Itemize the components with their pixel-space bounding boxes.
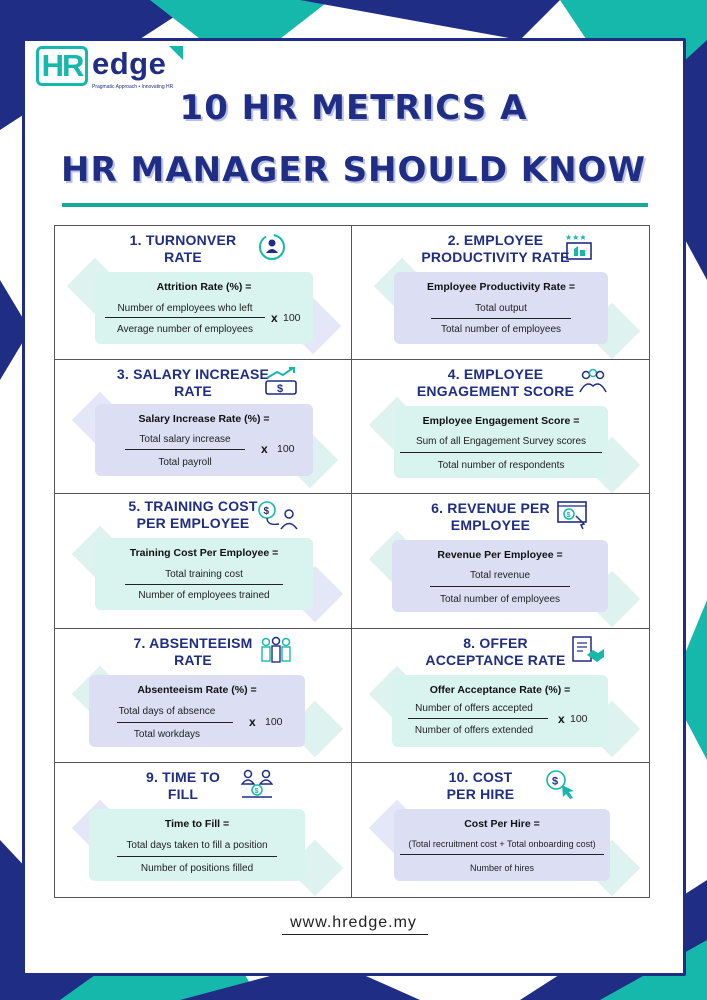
dollar-cursor-icon: [544, 769, 578, 799]
svg-text:$: $: [263, 506, 270, 518]
svg-text:$: $: [254, 787, 259, 795]
svg-text:$: $: [277, 383, 284, 396]
formula-denominator: Total number of employees: [440, 324, 562, 335]
formula-box: [392, 540, 608, 612]
metric-card-3: [55, 360, 352, 494]
formula-label: Cost Per Hire =: [464, 817, 540, 830]
formula-label: Employee Productivity Rate =: [427, 281, 575, 293]
formula-denominator: Total number of respondents: [437, 460, 565, 472]
formula-denominator: Number of positions filled: [140, 862, 254, 874]
fraction-bar: [117, 722, 233, 723]
formula-box: [392, 675, 608, 747]
formula-label: Revenue Per Employee =: [437, 549, 563, 562]
metrics-grid: [54, 225, 650, 898]
formula-label: Employee Engagement Score =: [422, 415, 580, 428]
formula-denominator: Total payroll: [158, 457, 212, 469]
team-group-icon: [578, 366, 608, 396]
formula-denominator: Total workdays: [133, 728, 201, 740]
formula-label: Offer Acceptance Rate (%) =: [429, 683, 571, 696]
dollar-person-icon: [257, 500, 299, 530]
logo-tagline: Pragmatic Approach • Innovating HR: [92, 84, 174, 90]
revenue-screen-icon: [556, 500, 590, 530]
formula-box: [89, 675, 305, 747]
times-symbol: x: [271, 311, 278, 325]
svg-text:$: $: [566, 512, 571, 520]
metric-title: 1. TURNONVER RATE: [129, 232, 237, 265]
metric-card-10: [352, 763, 649, 897]
metric-title: 8. OFFER ACCEPTANCE RATE: [425, 634, 566, 668]
metric-card-1: [55, 226, 352, 360]
page-title-line-1: 10 HR METRICS A: [179, 88, 528, 128]
fraction-bar: [117, 856, 277, 857]
formula-label: Absenteeism Rate (%) =: [137, 683, 257, 696]
metric-title: 3. SALARY INCREASE RATE: [116, 366, 270, 400]
formula-box: [95, 272, 313, 344]
formula-label: Attrition Rate (%) =: [156, 281, 252, 293]
page-title-line-2: HR MANAGER SHOULD KNOW: [61, 150, 646, 190]
multiplier-value: 100: [570, 712, 588, 725]
person-cycle-icon: [257, 232, 287, 262]
metric-title: 5. TRAINING COST PER EMPLOYEE: [128, 498, 258, 532]
fraction-bar: [105, 317, 265, 318]
fraction-bar: [430, 586, 570, 587]
metric-card-6: [352, 494, 649, 628]
metric-card-4: [352, 360, 649, 494]
formula-numerator: Total revenue: [469, 570, 531, 582]
formula-numerator: Sum of all Engagement Survey scores: [415, 436, 587, 448]
formula-numerator: (Total recruitment cost + Total onboarding cost): [408, 838, 596, 849]
fraction-bar: [431, 318, 571, 319]
multiplier-value: 100: [283, 312, 301, 324]
hiring-people-icon: [239, 769, 275, 799]
fraction-bar: [125, 584, 283, 585]
metric-title: 2. EMPLOYEE PRODUCTIVITY RATE: [421, 232, 570, 265]
formula-label: Training Cost Per Employee =: [129, 547, 279, 560]
formula-label: Salary Increase Rate (%) =: [138, 413, 270, 426]
formula-numerator: Total days taken to fill a position: [126, 839, 268, 851]
fraction-bar: [400, 854, 604, 855]
fraction-bar: [400, 452, 602, 453]
multiplier-value: 100: [265, 715, 283, 728]
absentee-group-icon: [259, 635, 293, 665]
metric-card-7: [55, 629, 352, 763]
metric-card-9: [55, 763, 352, 897]
formula-box: [394, 809, 610, 881]
logo-edge-text: edge: [92, 46, 167, 81]
website-link[interactable]: www.hredge.my: [290, 914, 417, 931]
formula-box: [394, 406, 608, 478]
multiplier-value: 100: [277, 443, 295, 456]
metric-title: 10. COST PER HIRE: [446, 768, 515, 802]
metric-card-5: [55, 494, 352, 628]
formula-label: Time to Fill =: [164, 817, 230, 830]
title-underline: [62, 203, 648, 207]
metric-title: 7. ABSENTEEISM RATE: [133, 634, 253, 668]
formula-numerator: Total salary increase: [139, 434, 231, 446]
formula-box: [95, 404, 313, 476]
formula-denominator: Average number of employees: [116, 324, 253, 335]
metric-title: 4. EMPLOYEE ENGAGEMENT SCORE: [416, 366, 575, 400]
metric-title: 9. TIME TO FILL: [145, 768, 221, 802]
metric-card-2: [352, 226, 649, 360]
formula-numerator: Number of offers accepted: [415, 702, 533, 714]
formula-box: [89, 809, 305, 881]
logo-accent-triangle: [169, 46, 183, 60]
cash-growth-icon: [263, 366, 299, 396]
hredge-logo: [36, 46, 186, 94]
times-symbol: x: [558, 711, 565, 726]
website-underline: [282, 934, 428, 935]
formula-numerator: Total days of absence: [118, 705, 216, 717]
svg-text:$: $: [552, 775, 559, 788]
formula-denominator: Number of hires: [469, 862, 535, 873]
svg-text:★★★: ★★★: [565, 233, 587, 242]
formula-box: [95, 538, 313, 610]
productivity-rating-icon: [564, 232, 594, 262]
formula-numerator: Total training cost: [165, 569, 243, 581]
formula-denominator: Total number of employees: [439, 594, 561, 606]
formula-numerator: Number of employees who left: [117, 303, 253, 314]
times-symbol: x: [249, 714, 256, 729]
formula-numerator: Total output: [475, 303, 527, 314]
logo-hr-mark: HR: [36, 46, 88, 86]
contract-handshake-icon: [570, 635, 606, 665]
formula-denominator: Number of employees trained: [138, 590, 270, 602]
metric-card-8: [352, 629, 649, 763]
formula-denominator: Number of offers extended: [414, 724, 534, 736]
fraction-bar: [408, 718, 548, 719]
formula-box: [394, 272, 608, 344]
fraction-bar: [125, 449, 245, 450]
metric-title: 6. REVENUE PER EMPLOYEE: [431, 500, 550, 534]
times-symbol: x: [261, 442, 268, 457]
